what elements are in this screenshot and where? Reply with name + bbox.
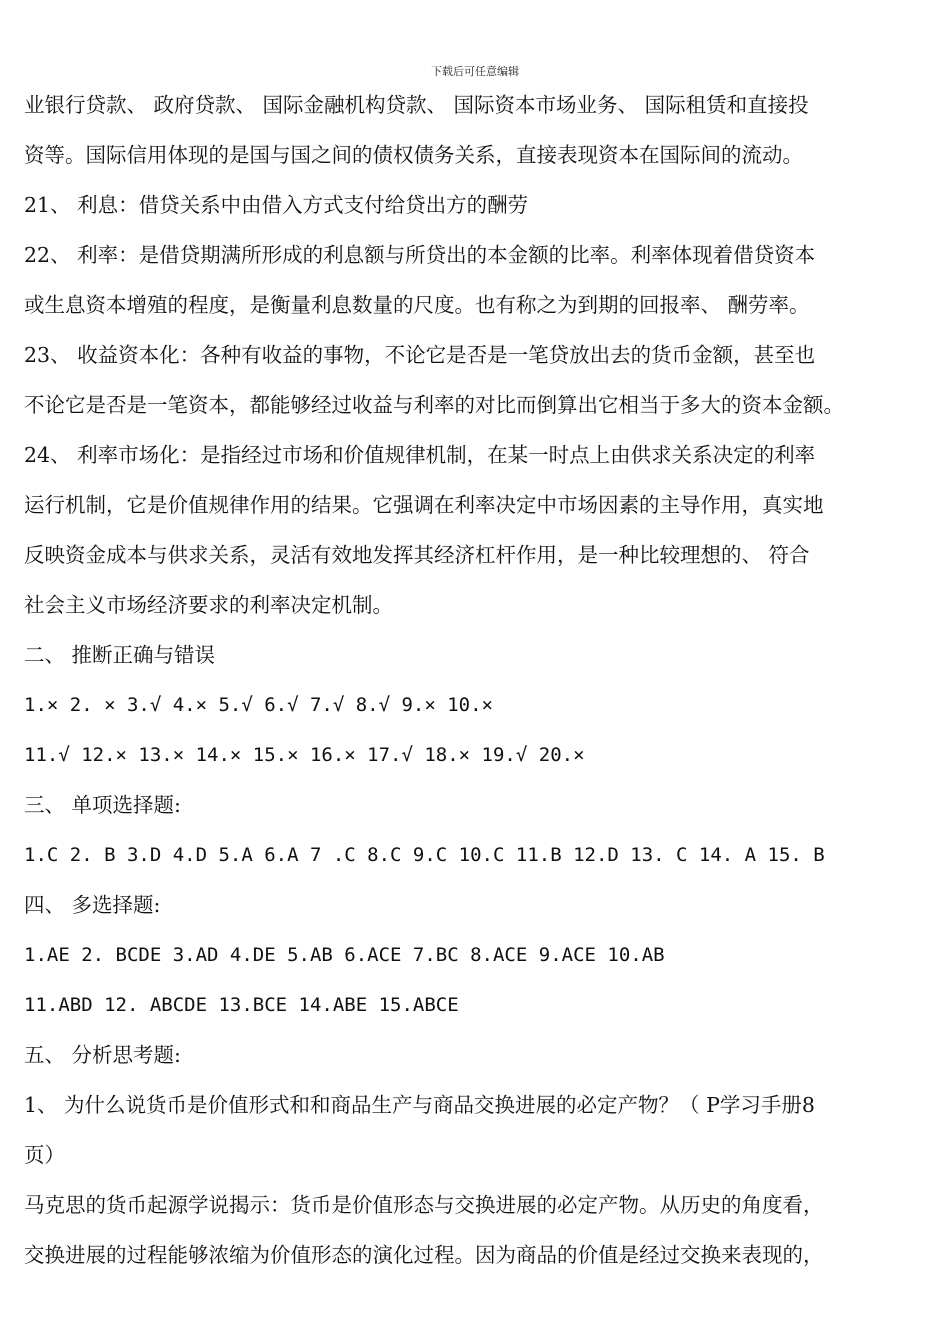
multi-choice-answers-1: 1.AE 2. BCDE 3.AD 4.DE 5.AB 6.ACE 7.BC 8.ACE 9.ACE 10.AB	[24, 944, 665, 966]
answer-line-2: 交换进展的过程能够浓缩为价值形态的演化过程。因为商品的价值是经过交换来表现的，	[24, 1243, 824, 1267]
document-body	[24, 80, 946, 1280]
question-1-cont: 页）	[24, 1143, 65, 1167]
text-line-2: 资等。国际信用体现的是国与国之间的债权债务关系，直接表现资本在国际间的流动。	[24, 143, 803, 167]
answer-line-1: 马克思的货币起源学说揭示：货币是价值形态与交换进展的必定产物。从历史的角度看，	[24, 1193, 824, 1217]
text-line-5: 或生息资本增殖的程度，是衡量利息数量的尺度。也有称之为到期的回报率、 酬劳率。	[24, 293, 810, 317]
true-false-answers-2: 11.√ 12.× 13.× 14.× 15.× 16.× 17.√ 18.× 19.√ 20.×	[24, 744, 585, 766]
section-5-heading: 五、 分析思考题:	[24, 1043, 181, 1067]
term-21-interest: 21、 利息：借贷关系中由借入方式支付给贷出方的酬劳	[24, 193, 529, 217]
text-line-9: 运行机制，它是价值规律作用的结果。它强调在利率决定中市场因素的主导作用，真实地	[24, 493, 824, 517]
section-3-heading: 三、 单项选择题:	[24, 793, 181, 817]
text-line-11: 社会主义市场经济要求的利率决定机制。	[24, 593, 393, 617]
text-line-7: 不论它是否是一笔资本，都能够经过收益与利率的对比而倒算出它相当于多大的资本金额。	[24, 393, 844, 417]
section-4-heading: 四、 多选择题:	[24, 893, 161, 917]
single-choice-answers: 1.C 2. B 3.D 4.D 5.A 6.A 7 .C 8.C 9.C 10.C 11.B 12.D 13. C 14. A 15. B	[24, 844, 825, 866]
true-false-answers-1: 1.× 2. × 3.√ 4.× 5.√ 6.√ 7.√ 8.√ 9.× 10.×	[24, 694, 493, 716]
page-header: 下载后可任意编辑	[431, 65, 519, 78]
multi-choice-answers-2: 11.ABD 12. ABCDE 13.BCE 14.ABE 15.ABCE	[24, 994, 459, 1016]
text-line-10: 反映资金成本与供求关系，灵活有效地发挥其经济杠杆作用，是一种比较理想的、 符合	[24, 543, 810, 567]
section-2-heading: 二、 推断正确与错误	[24, 643, 216, 667]
term-22-interest-rate: 22、 利率：是借贷期满所形成的利息额与所贷出的本金额的比率。利率体现着借贷资本	[24, 243, 816, 267]
question-1: 1、 为什么说货币是价值形式和和商品生产与商品交换进展的必定产物？（ P学习手册8	[24, 1093, 815, 1117]
text-line-1: 业银行贷款、 政府贷款、 国际金融机构贷款、 国际资本市场业务、 国际租赁和直接投	[24, 93, 809, 117]
term-24-marketization: 24、 利率市场化：是指经过市场和价值规律机制，在某一时点上由供求关系决定的利率	[24, 443, 816, 467]
term-23-capitalization: 23、 收益资本化：各种有收益的事物，不论它是否是一笔贷放出去的货币金额，甚至也	[24, 343, 816, 367]
